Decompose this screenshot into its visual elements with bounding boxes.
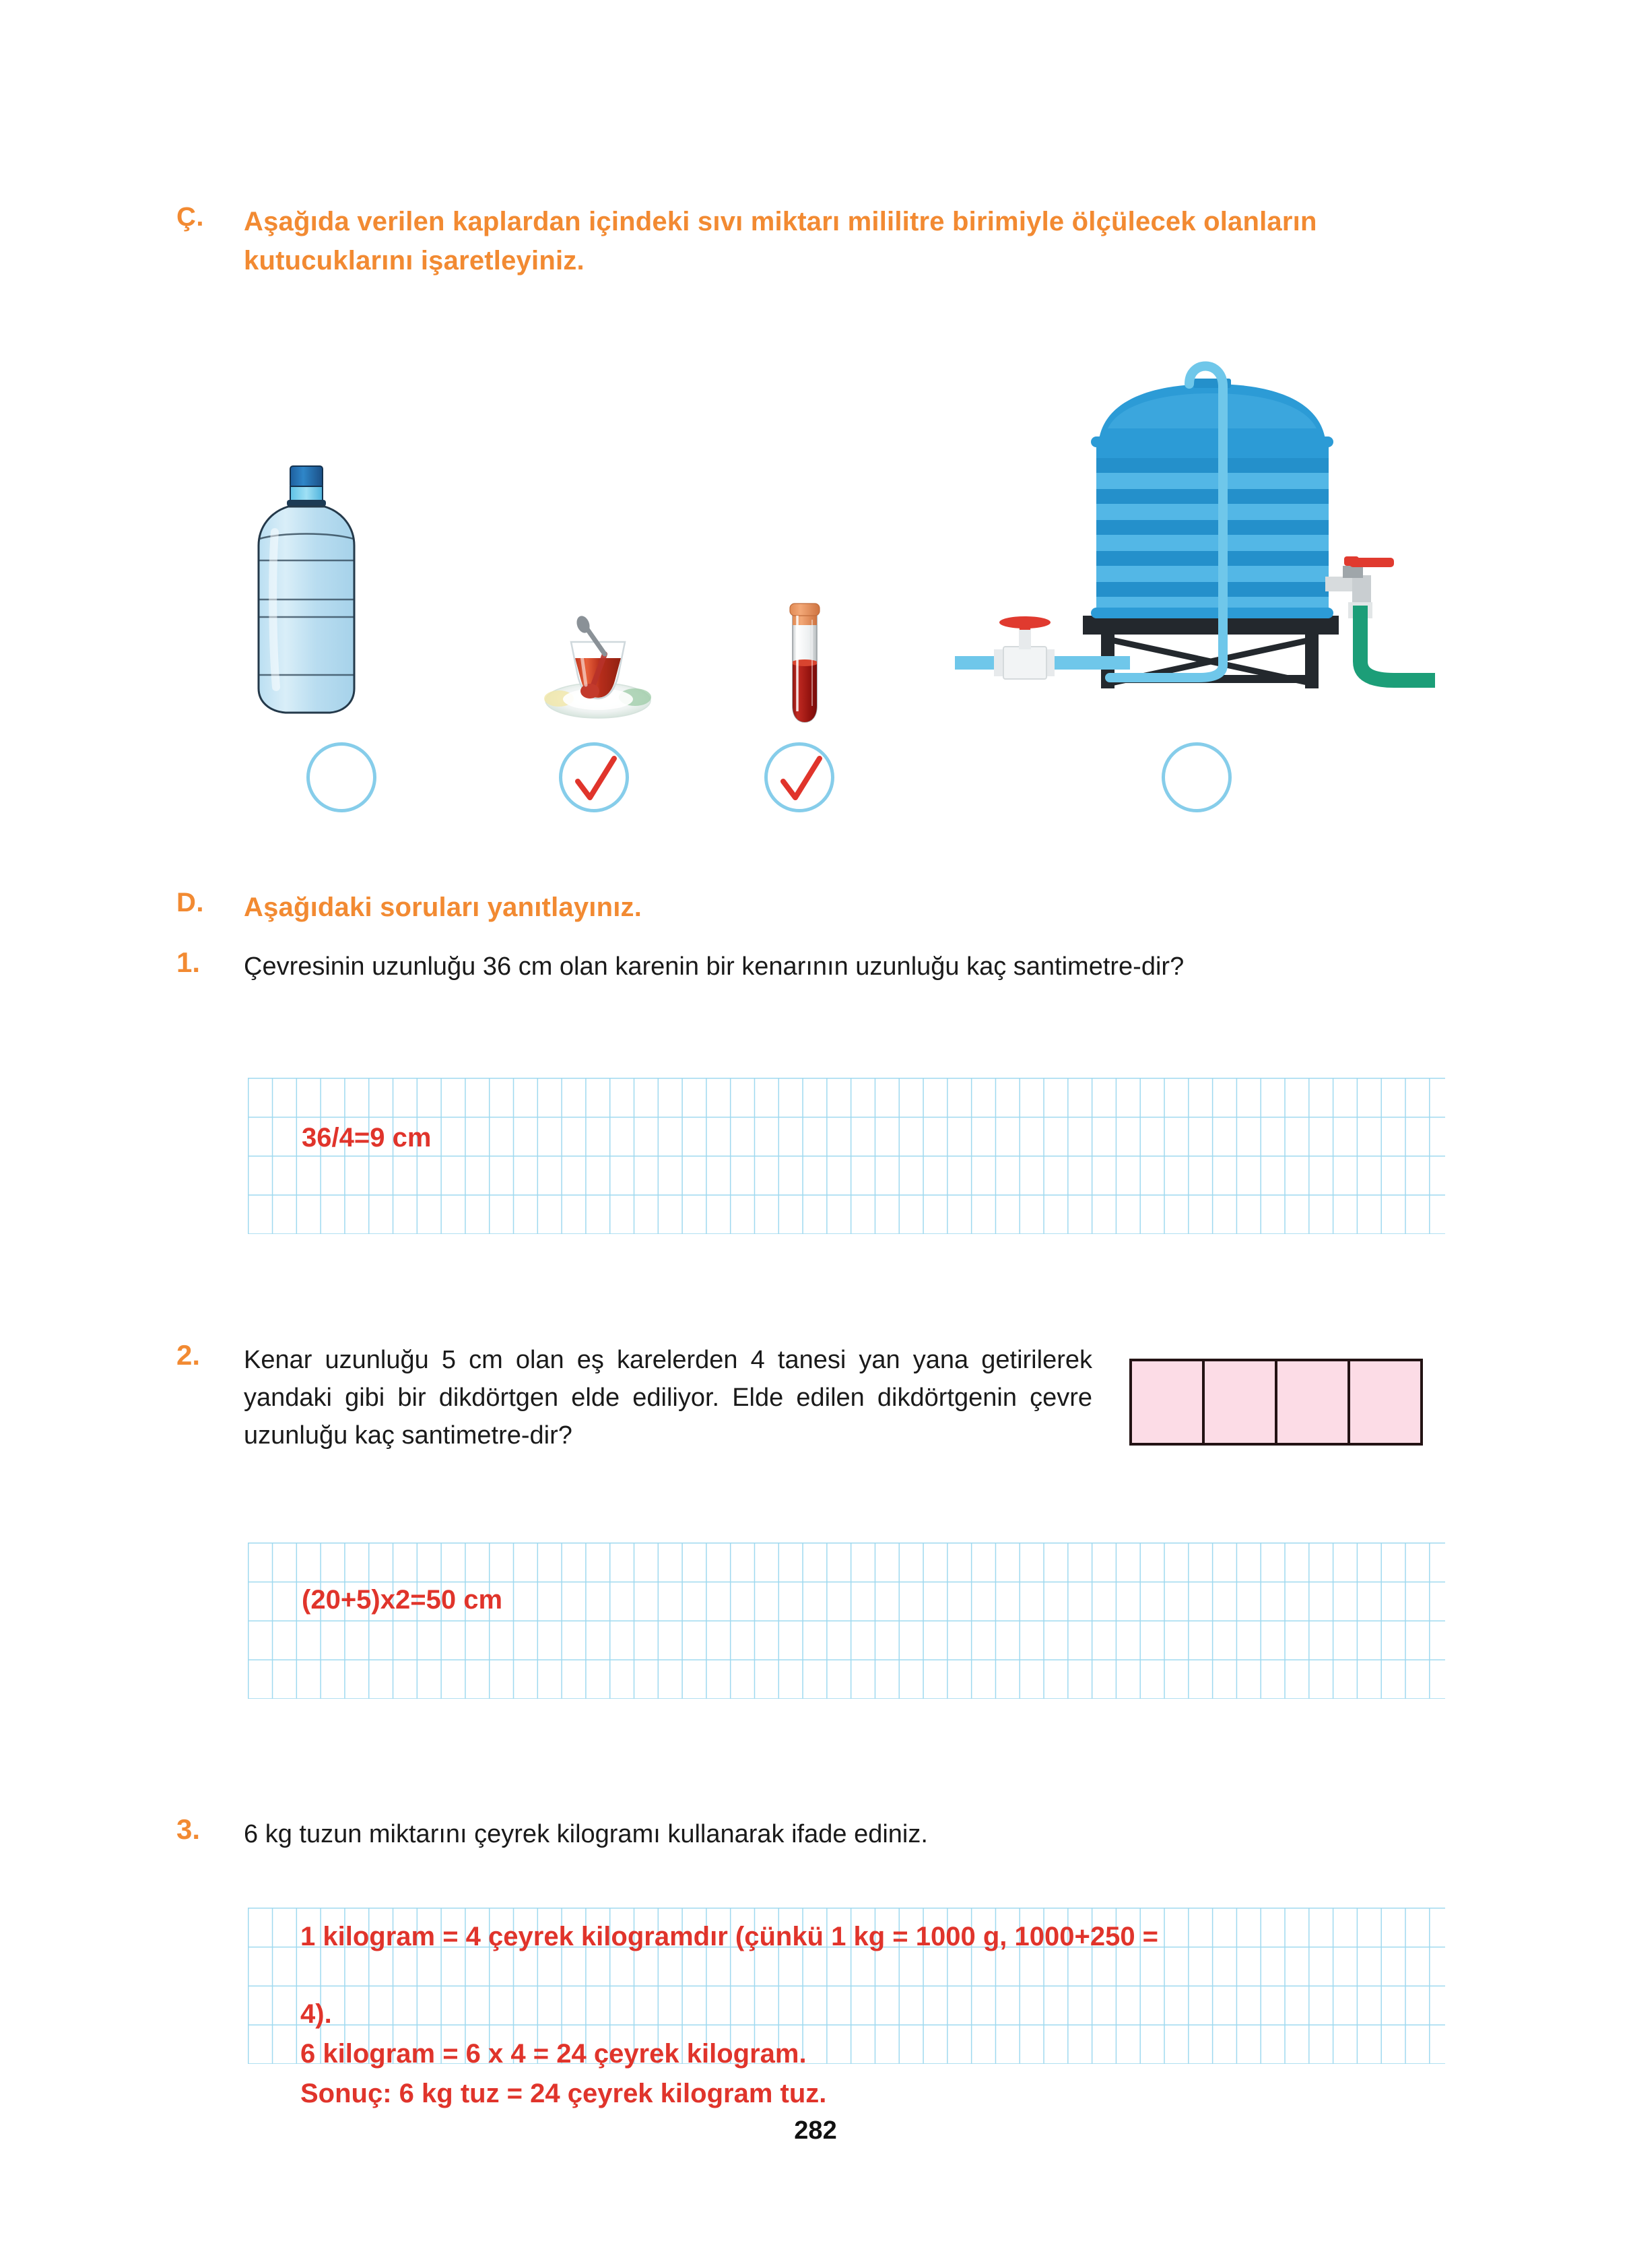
question-3-text: 6 kg tuzun miktarını çeyrek kilogramı kullanarak ifade ediniz. [244, 1820, 928, 1848]
pink-rectangle-cell [1129, 1359, 1205, 1446]
check-icon-tea-glass [564, 746, 626, 808]
answer-2-text: (20+5)x2=50 cm [302, 1585, 503, 1615]
answer-3-line-2: 4). [300, 1999, 332, 2029]
pink-rectangle-cell [1347, 1359, 1423, 1446]
test-tube-illustration [778, 593, 832, 727]
question-1-number: 1. [176, 946, 201, 978]
pink-rectangle-figure [1129, 1359, 1420, 1446]
water-jug-illustration [255, 438, 409, 721]
question-2-number: 2. [176, 1339, 201, 1371]
checkbox-water-jug[interactable] [306, 742, 376, 812]
question-2-text: Kenar uzunluğu 5 cm olan eş karelerden 4 tanesi yan yana getirilerek yandaki gibi bir dikdörtgen elde ediliyor. Elde edilen dikdörtgenin çevre uzunluğu kaç santimetre-dir? [244, 1346, 1092, 1450]
check-icon-test-tube [770, 746, 832, 808]
water-tank-illustration [929, 311, 1455, 688]
section-c-title: Aşağıda verilen kaplardan içindeki sıvı miktarı mililitre birimiyle ölçülecek olanların kutucuklarını işaretleyiniz. [244, 207, 1317, 276]
answer-3-line-4: Sonuç: 6 kg tuz = 24 çeyrek kilogram tuz. [300, 2079, 827, 2108]
section-d-title: Aşağıdaki soruları yanıtlayınız. [244, 893, 642, 922]
answer-grid-2[interactable] [248, 1543, 1445, 1699]
section-d-letter: D. [176, 888, 204, 917]
answer-1-text: 36/4=9 cm [302, 1123, 432, 1153]
tea-glass-illustration [539, 596, 660, 724]
question-1-text: Çevresinin uzunluğu 36 cm olan karenin bir kenarının uzunluğu kaç santimetre-dir? [244, 952, 1185, 981]
answer-grid-1[interactable] [248, 1078, 1445, 1234]
pink-rectangle-cell [1275, 1359, 1350, 1446]
pink-rectangle-cell [1202, 1359, 1277, 1446]
section-c-letter: Ç. [176, 202, 204, 232]
checkbox-water-tank[interactable] [1162, 742, 1232, 812]
answer-3-line-1: 1 kilogram = 4 çeyrek kilogramdır (çünkü 1 kg = 1000 g, 1000+250 = [300, 1922, 1159, 1951]
question-3-number: 3. [176, 1813, 201, 1845]
page-number: 282 [794, 2116, 837, 2145]
answer-3-line-3: 6 kilogram = 6 x 4 = 24 çeyrek kilogram. [300, 2039, 807, 2069]
